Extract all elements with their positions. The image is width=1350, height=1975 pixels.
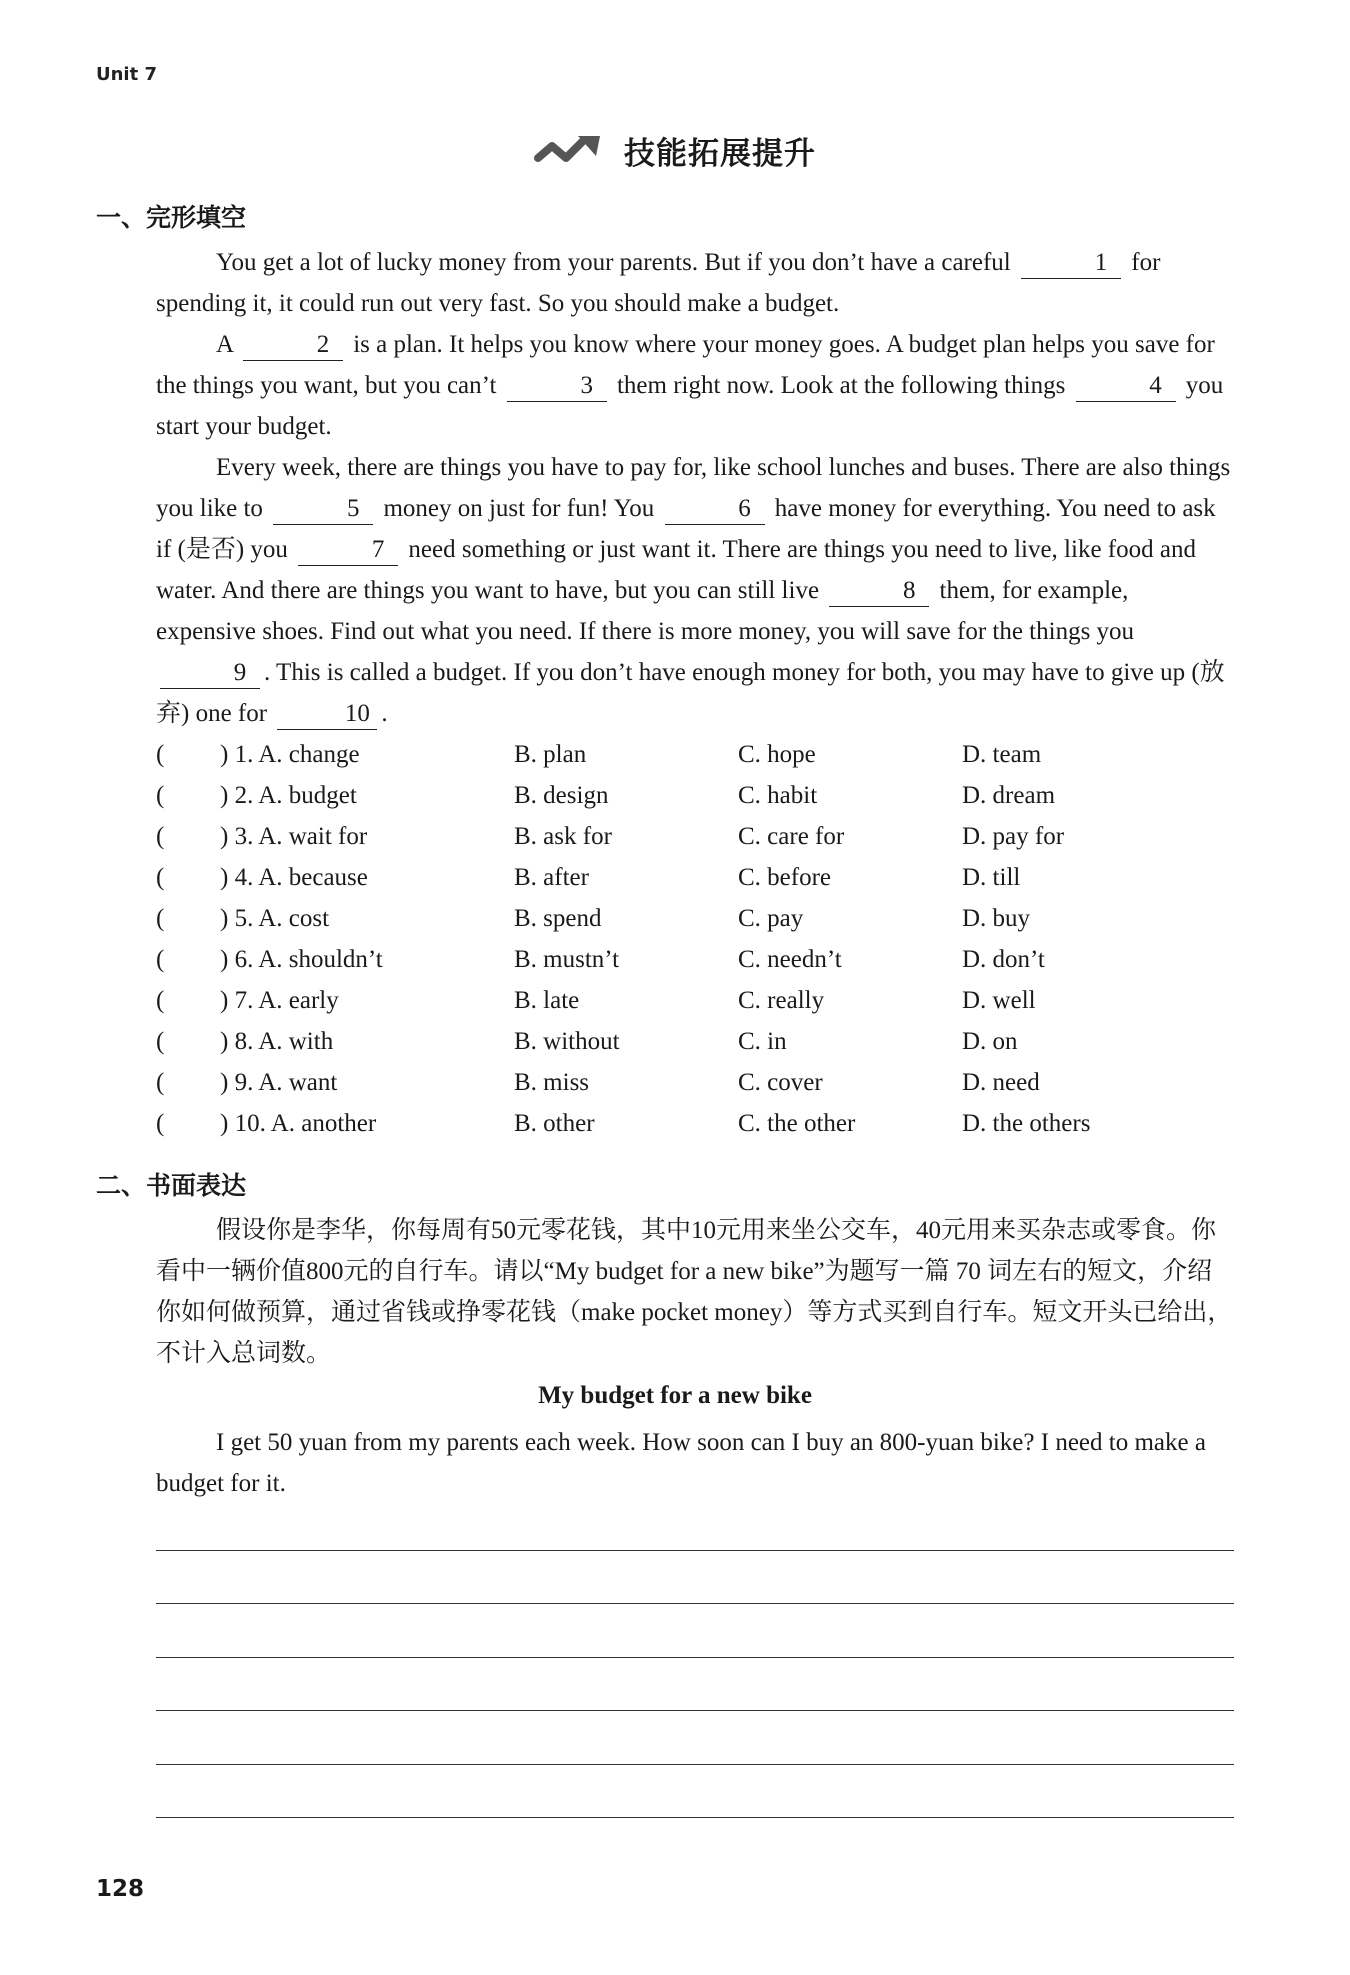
writing-line[interactable] (156, 1817, 1234, 1818)
question-number-option-a: ) 9. A. want (220, 1069, 338, 1096)
essay-opening (156, 1422, 1234, 1504)
answer-paren-open[interactable]: ( (156, 1110, 165, 1137)
option-c: C. in (738, 1028, 787, 1055)
passage-text: them right now. Look at the following things (616, 372, 1066, 399)
cloze-paragraph-1 (156, 242, 1234, 324)
answer-paren-open[interactable]: ( (156, 946, 165, 973)
option-b: B. other (514, 1110, 595, 1137)
question-row (156, 1103, 1234, 1144)
question-number-option-a: ) 6. A. shouldn’t (220, 946, 383, 973)
blank-6[interactable]: 6 (665, 494, 765, 525)
option-d: D. buy (962, 905, 1031, 932)
question-row (156, 734, 1234, 775)
blank-2[interactable]: 2 (243, 330, 343, 361)
question-row (156, 939, 1234, 980)
writing-line[interactable] (156, 1550, 1234, 1551)
writing-line[interactable] (156, 1764, 1234, 1765)
blank-5[interactable]: 5 (273, 494, 373, 525)
option-b: B. spend (514, 905, 602, 932)
blank-4[interactable]: 4 (1076, 371, 1176, 402)
passage-text: is a plan. It helps you know where your money goes. A budget plan helps you save for the things you want, but you can’t (156, 331, 1215, 399)
option-b: B. miss (514, 1069, 590, 1096)
passage-text: them, for example, expensive shoes. Find out what you need. If there is more money, you will save for the things you (156, 577, 1135, 645)
passage-text: Every week, there are things you have to pay for, like school lunches and buses. There are also things you like to (156, 454, 1231, 522)
page-number: 128 (96, 1876, 145, 1902)
option-c: C. the other (738, 1110, 856, 1137)
blank-8[interactable]: 8 (829, 576, 929, 607)
answer-paren-open[interactable]: ( (156, 741, 165, 768)
option-d: D. on (962, 1028, 1018, 1055)
question-row (156, 857, 1234, 898)
passage-text: money on just for fun! You (383, 495, 655, 522)
passage-text: for spending it, it could run out very fast. So you should make a budget. (156, 249, 1161, 317)
page-title: 技能拓展提升 (624, 136, 816, 172)
option-b: B. design (514, 782, 609, 809)
option-c: C. cover (738, 1069, 823, 1096)
option-c: C. habit (738, 782, 818, 809)
question-row (156, 898, 1234, 939)
blank-3[interactable]: 3 (507, 371, 607, 402)
option-c: C. needn’t (738, 946, 842, 973)
trend-arrow-icon (534, 134, 606, 168)
unit-label: Unit 7 (96, 64, 157, 85)
question-number-option-a: ) 8. A. with (220, 1028, 334, 1055)
answer-paren-open[interactable]: ( (156, 782, 165, 809)
question-row (156, 816, 1234, 857)
prompt-text: 假设你是李华，你每周有50元零花钱，其中10元用来坐公交车，40元用来买杂志或零食。你看中一辆价值800元的自行车。请以“My budget for a new bike”为题写一篇 70 词左右的短文，介绍你如何做预算，通过省钱或挣零花钱（make pocket money）等方式买到自行车。短文开头已给出，不计入总词数。 (156, 1217, 1233, 1367)
option-c: C. really (738, 987, 825, 1014)
option-c: C. before (738, 864, 832, 891)
answer-paren-open[interactable]: ( (156, 823, 165, 850)
option-b: B. after (514, 864, 589, 891)
section-banner (0, 128, 1350, 173)
question-number-option-a: ) 5. A. cost (220, 905, 330, 932)
writing-line[interactable] (156, 1603, 1234, 1604)
essay-start-text: I get 50 yuan from my parents each week. How soon can I buy an 800-yuan bike? I need to make a budget for it. (156, 1429, 1206, 1497)
option-d: D. team (962, 741, 1042, 768)
question-number-option-a: ) 10. A. another (220, 1110, 377, 1137)
question-number-option-a: ) 4. A. because (220, 864, 368, 891)
question-row (156, 980, 1234, 1021)
answer-paren-open[interactable]: ( (156, 905, 165, 932)
writing-line[interactable] (156, 1710, 1234, 1711)
option-b: B. mustn’t (514, 946, 620, 973)
option-d: D. pay for (962, 823, 1065, 850)
blank-10[interactable]: 10 (277, 699, 377, 730)
answer-paren-open[interactable]: ( (156, 1069, 165, 1096)
question-number-option-a: ) 1. A. change (220, 741, 360, 768)
cloze-passage (156, 242, 1234, 734)
option-d: D. need (962, 1069, 1040, 1096)
section1-heading: 一、完形填空 (96, 203, 247, 232)
option-d: D. well (962, 987, 1036, 1014)
passage-text: . (381, 700, 388, 727)
answer-paren-open[interactable]: ( (156, 987, 165, 1014)
option-b: B. plan (514, 741, 587, 768)
blank-9[interactable]: 9 (160, 658, 260, 689)
cloze-paragraph-2 (156, 324, 1234, 447)
essay-title: My budget for a new bike (538, 1382, 812, 1409)
answer-paren-open[interactable]: ( (156, 864, 165, 891)
option-d: D. dream (962, 782, 1056, 809)
writing-prompt (156, 1210, 1234, 1374)
option-d: D. the others (962, 1110, 1091, 1137)
section2-heading: 二、书面表达 (96, 1171, 247, 1200)
option-b: B. ask for (514, 823, 612, 850)
blank-1[interactable]: 1 (1021, 248, 1121, 279)
question-number-option-a: ) 7. A. early (220, 987, 339, 1014)
passage-text: need something or just want it. There are things you need to live, like food and water. And there are things you want to have, but you can still live (156, 536, 1196, 604)
writing-line[interactable] (156, 1657, 1234, 1658)
option-d: D. don’t (962, 946, 1045, 973)
question-row (156, 1062, 1234, 1103)
question-row (156, 775, 1234, 816)
passage-text: you start your budget. (156, 372, 1224, 440)
question-row (156, 1021, 1234, 1062)
passage-text: A (216, 331, 233, 358)
question-number-option-a: ) 3. A. wait for (220, 823, 368, 850)
answer-paren-open[interactable]: ( (156, 1028, 165, 1055)
option-c: C. pay (738, 905, 804, 932)
passage-text: have money for everything. You need to ask if (是否) you (156, 495, 1216, 563)
option-d: D. till (962, 864, 1021, 891)
question-number-option-a: ) 2. A. budget (220, 782, 357, 809)
option-c: C. care for (738, 823, 845, 850)
option-c: C. hope (738, 741, 816, 768)
passage-text: You get a lot of lucky money from your parents. But if you don’t have a careful (216, 249, 1011, 276)
blank-7[interactable]: 7 (298, 535, 398, 566)
choice-table (156, 734, 1234, 1144)
cloze-paragraph-3 (156, 447, 1234, 734)
passage-text: . This is called a budget. If you don’t have enough money for both, you may have to give up (放弃) one for (156, 659, 1225, 727)
option-b: B. without (514, 1028, 620, 1055)
option-b: B. late (514, 987, 580, 1014)
